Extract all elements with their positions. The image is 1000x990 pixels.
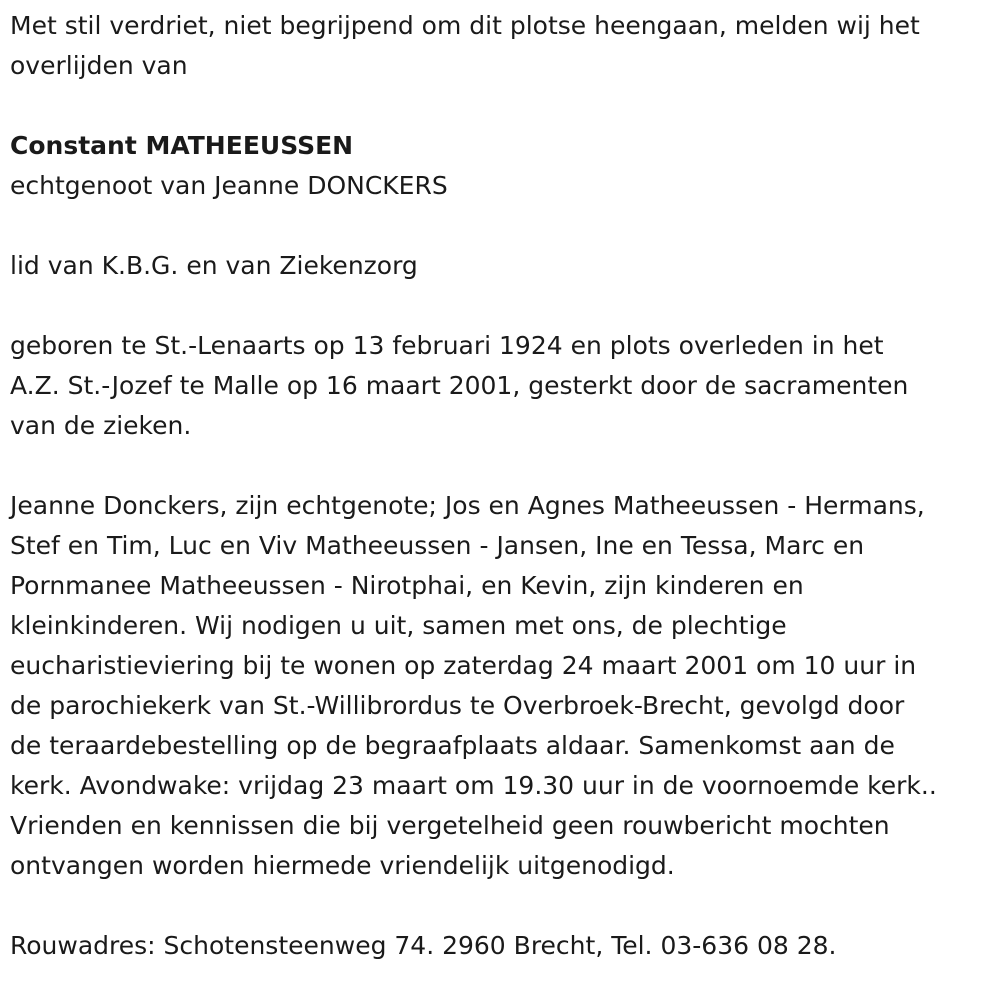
intro-paragraph [10, 6, 1000, 86]
family-line: de parochiekerk van St.-Willibrordus te Overbroek-Brecht, gevolgd door [10, 691, 905, 720]
family-line: ontvangen worden hiermede vriendelijk uitgenodigd. [10, 851, 675, 880]
family-line: eucharistieviering bij te wonen op zaterdag 24 maart 2001 om 10 uur in [10, 651, 917, 680]
mourning-address: Rouwadres: Schotensteenweg 74. 2960 Brecht, Tel. 03-636 08 28. [10, 931, 837, 960]
birth-death-line: A.Z. St.-Jozef te Malle op 16 maart 2001, gesterkt door de sacramenten [10, 371, 909, 400]
paragraph-gap [10, 286, 1000, 326]
intro-line: overlijden van [10, 51, 188, 80]
family-message-paragraph [10, 486, 1000, 886]
family-line: Pornmanee Matheeussen - Nirotphai, en Kevin, zijn kinderen en [10, 571, 804, 600]
paragraph-gap [10, 86, 1000, 126]
intro-line: Met stil verdriet, niet begrijpend om dit plotse heengaan, melden wij het [10, 11, 920, 40]
birth-death-line: geboren te St.-Lenaarts op 13 februari 1924 en plots overleden in het [10, 331, 884, 360]
paragraph-gap [10, 886, 1000, 926]
paragraph-gap [10, 206, 1000, 246]
family-line: de teraardebestelling op de begraafplaats aldaar. Samenkomst aan de [10, 731, 895, 760]
family-line: Jeanne Donckers, zijn echtgenote; Jos en Agnes Matheeussen - Hermans, [10, 491, 925, 520]
birth-death-line: van de zieken. [10, 411, 192, 440]
spouse-line: echtgenoot van Jeanne DONCKERS [10, 171, 448, 200]
family-line: kleinkinderen. Wij nodigen u uit, samen met ons, de plechtige [10, 611, 787, 640]
family-line: Vrienden en kennissen die bij vergetelheid geen rouwbericht mochten [10, 811, 890, 840]
deceased-name: Constant MATHEEUSSEN [10, 131, 354, 160]
membership-line: lid van K.B.G. en van Ziekenzorg [10, 251, 418, 280]
family-line: Stef en Tim, Luc en Viv Matheeussen - Jansen, Ine en Tessa, Marc en [10, 531, 865, 560]
birth-death-paragraph [10, 326, 1000, 446]
paragraph-gap [10, 446, 1000, 486]
family-line: kerk. Avondwake: vrijdag 23 maart om 19.30 uur in de voornoemde kerk.. [10, 771, 937, 800]
